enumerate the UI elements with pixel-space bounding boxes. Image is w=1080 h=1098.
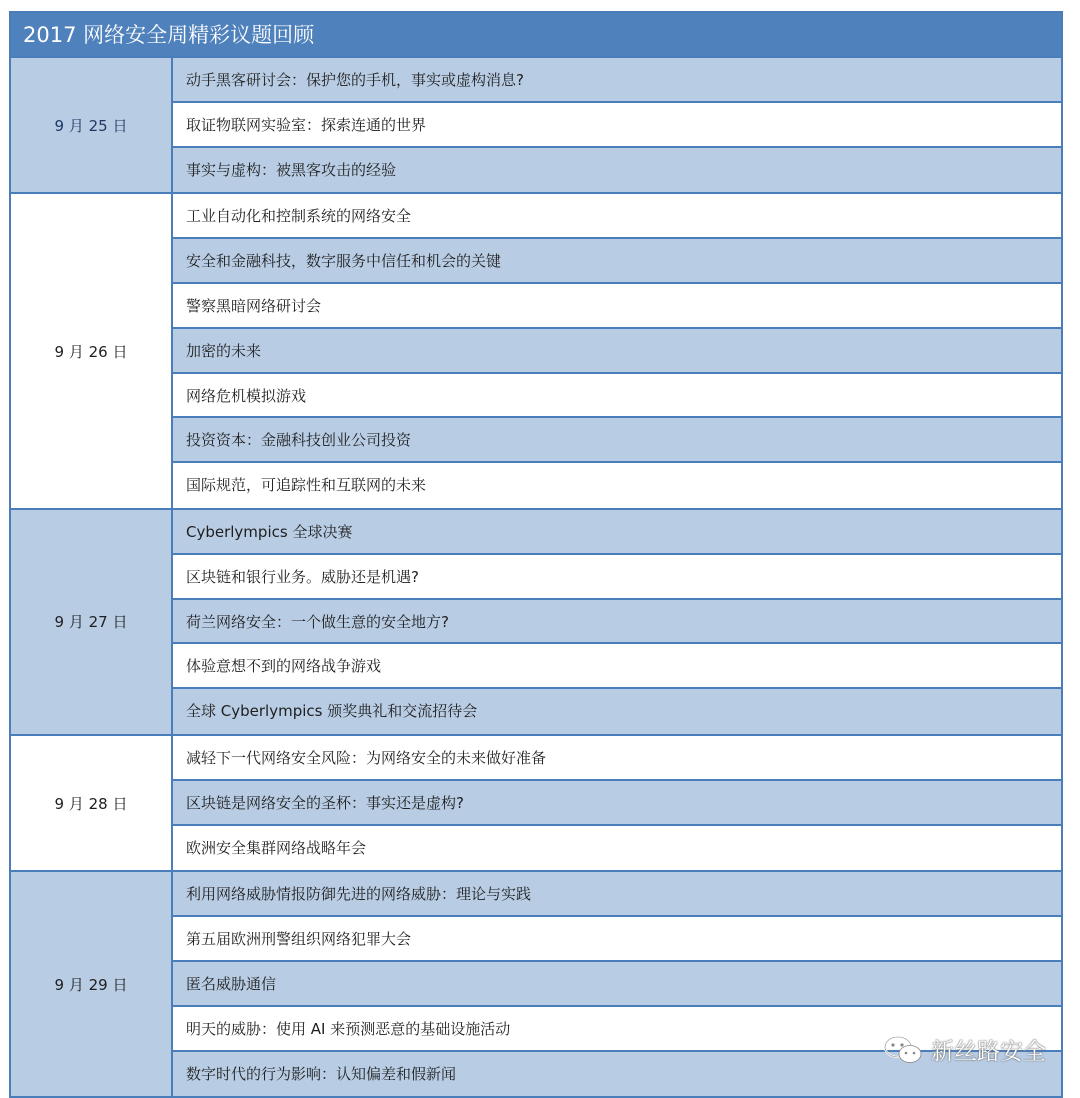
topic-row: 全球 Cyberlympics 颁奖典礼和交流招待会: [173, 689, 1061, 734]
topic-row: 荷兰网络安全：一个做生意的安全地方?: [173, 600, 1061, 645]
schedule-table: [9, 11, 1063, 1098]
date-group: [11, 510, 1061, 736]
topic-row: 安全和金融科技，数字服务中信任和机会的关键: [173, 239, 1061, 284]
topic-row: 欧洲安全集群网络战略年会: [173, 826, 1061, 871]
topic-row: 加密的未来: [173, 329, 1061, 374]
topic-row: 体验意想不到的网络战争游戏: [173, 644, 1061, 689]
watermark: [883, 1033, 1046, 1066]
topic-row: Cyberlympics 全球决赛: [173, 510, 1061, 555]
date-cell: 9 月 25 日: [11, 58, 173, 192]
topic-row: 动手黑客研讨会：保护您的手机，事实或虚构消息?: [173, 58, 1061, 103]
topic-row: 区块链和银行业务。威胁还是机遇?: [173, 555, 1061, 600]
topic-row: 区块链是网络安全的圣杯：事实还是虚构?: [173, 781, 1061, 826]
date-cell: 9 月 28 日: [11, 736, 173, 870]
date-cell: 9 月 26 日: [11, 194, 173, 508]
date-group: [11, 58, 1061, 194]
topic-row: 取证物联网实验室：探索连通的世界: [173, 103, 1061, 148]
wechat-icon: [883, 1035, 923, 1065]
topic-row: 匿名威胁通信: [173, 962, 1061, 1007]
topic-row: 第五届欧洲刑警组织网络犯罪大会: [173, 917, 1061, 962]
topic-row: 减轻下一代网络安全风险：为网络安全的未来做好准备: [173, 736, 1061, 781]
topic-row: 投资资本：金融科技创业公司投资: [173, 418, 1061, 463]
schedule-body: [11, 58, 1061, 1096]
date-cell: 9 月 29 日: [11, 872, 173, 1096]
date-cell: 9 月 27 日: [11, 510, 173, 734]
topic-row: 工业自动化和控制系统的网络安全: [173, 194, 1061, 239]
topic-row: 网络危机模拟游戏: [173, 374, 1061, 419]
date-group: [11, 736, 1061, 872]
topic-row: 事实与虚构：被黑客攻击的经验: [173, 148, 1061, 193]
topic-row: 数字时代的行为影响：认知偏差和假新闻: [173, 1052, 1061, 1097]
topic-row: 利用网络威胁情报防御先进的网络威胁：理论与实践: [173, 872, 1061, 917]
topic-row: 国际规范，可追踪性和互联网的未来: [173, 463, 1061, 508]
topic-list: [173, 510, 1061, 734]
watermark-text: 新丝路安全: [931, 1039, 1046, 1065]
table-title: 2017 网络安全周精彩议题回顾: [11, 13, 1061, 58]
topic-list: [173, 58, 1061, 192]
topic-row: 明天的威胁：使用 AI 来预测恶意的基础设施活动: [173, 1007, 1061, 1052]
topic-row: 警察黑暗网络研讨会: [173, 284, 1061, 329]
date-group: [11, 194, 1061, 510]
topic-list: [173, 736, 1061, 870]
topic-list: [173, 194, 1061, 508]
